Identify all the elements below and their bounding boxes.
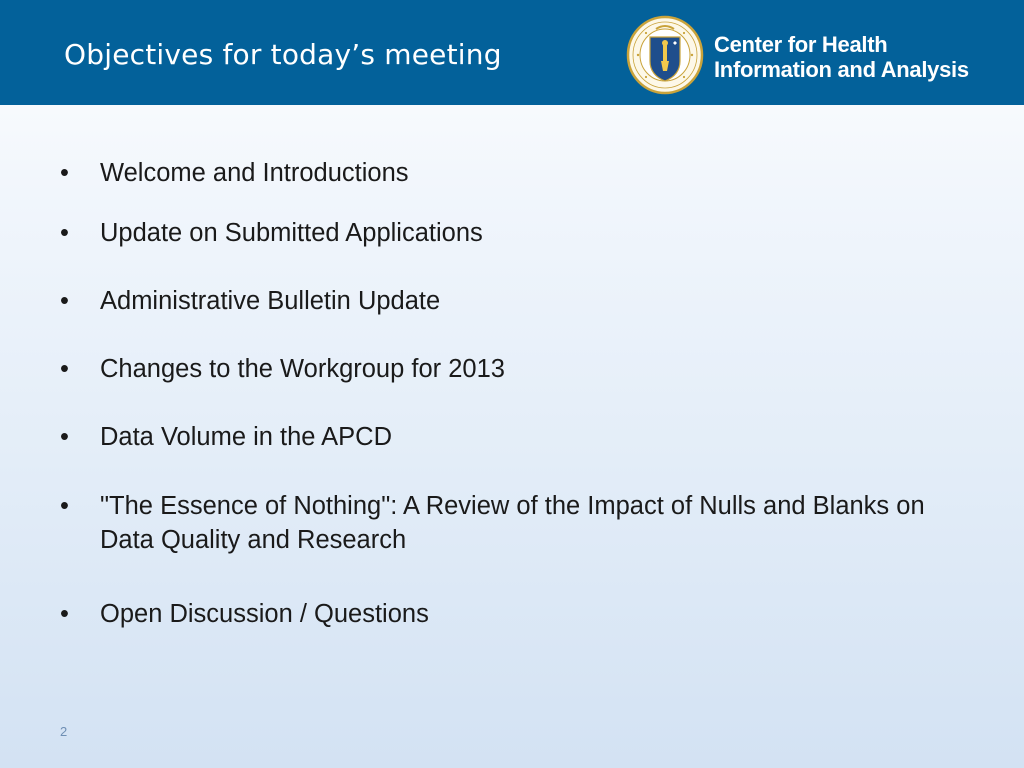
bullet-text: Administrative Bulletin Update: [100, 287, 441, 315]
page-number: 2: [60, 724, 68, 739]
bullet-marker: •: [60, 423, 69, 451]
bullet-text: Data Volume in the APCD: [100, 423, 392, 451]
slide-title: Objectives for today’s meeting: [64, 38, 502, 71]
bullet-marker: •: [60, 355, 69, 383]
bullet-text: Update on Submitted Applications: [100, 219, 483, 247]
bullet-text: Changes to the Workgroup for 2013: [100, 355, 505, 383]
bullet-marker: •: [60, 287, 69, 315]
bullet-text: "The Essence of Nothing": A Review of the Impact of Nulls and Blanks on Data Quality and Research: [100, 492, 925, 554]
bullet-text: Open Discussion / Questions: [100, 600, 429, 628]
organization-name-line1: Center for Health: [714, 32, 888, 57]
bullet-marker: •: [60, 219, 69, 247]
bullet-marker: •: [60, 492, 69, 520]
bullet-marker: •: [60, 159, 69, 187]
organization-name-line2: Information and Analysis: [714, 57, 969, 82]
bullet-marker: •: [60, 600, 69, 628]
bullet-text: Welcome and Introductions: [100, 159, 409, 187]
